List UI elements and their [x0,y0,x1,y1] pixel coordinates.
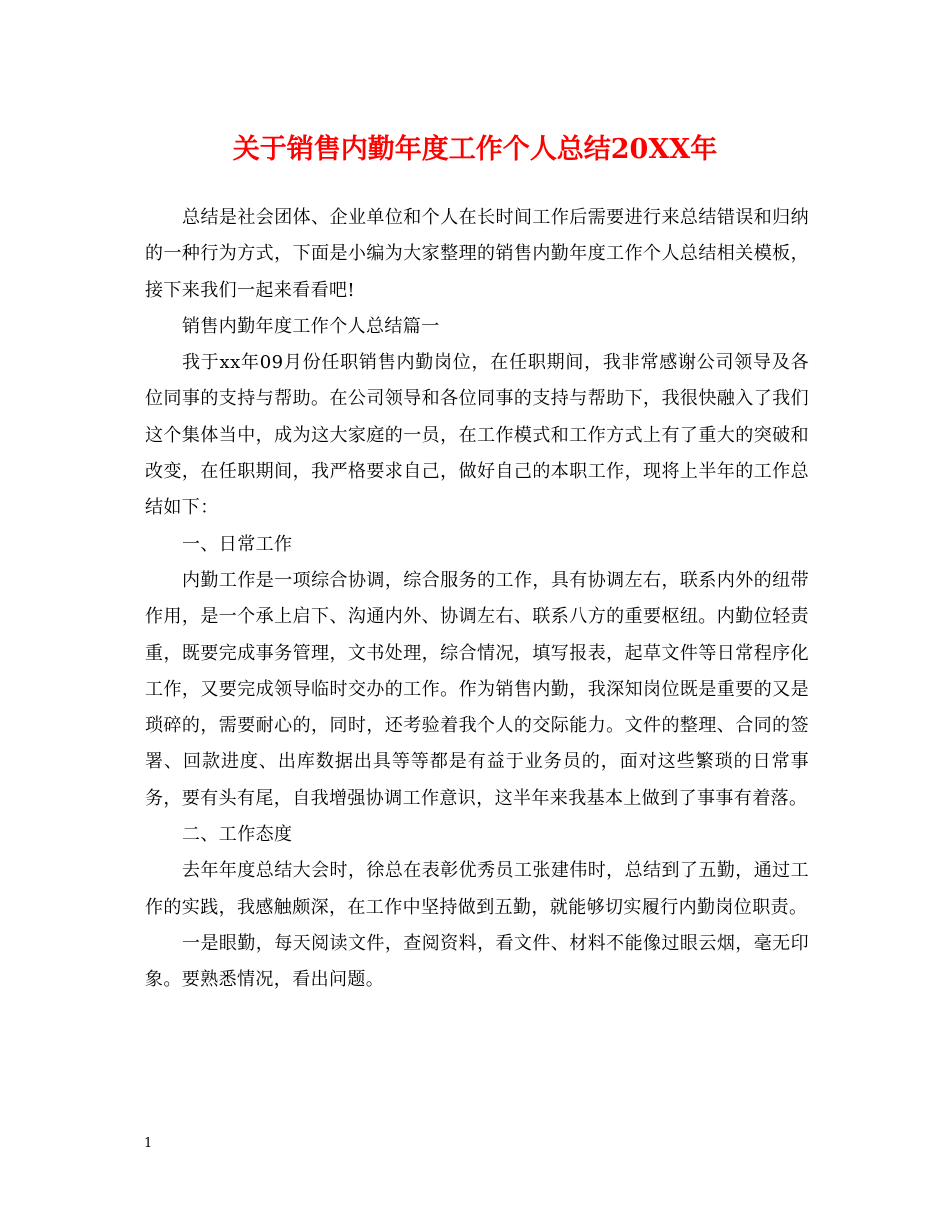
body-paragraph: 我于xx年09月份任职销售内勤岗位，在任职期间，我非常感谢公司领导及各位同事的支持与帮助。在公司领导和各位同事的支持与帮助下，我很快融入了我们这个集体当中，成为这大家庭的一员，在工作模式和工作方式上有了重大的突破和改变，在任职期间，我严格要求自己，做好自己的本职工作，现将上半年的工作总结如下： [145,352,809,519]
section-heading: 一、日常工作 [182,533,293,555]
page-number: 1 [144,1136,153,1151]
document-body [145,200,809,999]
section-heading: 二、工作态度 [182,824,293,846]
body-paragraph: 去年年度总结大会时，徐总在表彰优秀员工张建伟时，总结到了五勤，通过工作的实践，我感触颇深，在工作中坚持做到五勤，就能够切实履行内勤岗位职责。 [145,860,809,918]
body-paragraph: 一是眼勤，每天阅读文件，查阅资料，看文件、材料不能像过眼云烟，毫无印象。要熟悉情况，看出问题。 [145,932,809,991]
document-title: 关于销售内勤年度工作个人总结20XX年 [232,134,718,165]
section-heading: 销售内勤年度工作个人总结篇一 [182,315,440,337]
body-paragraph: 内勤工作是一项综合协调，综合服务的工作，具有协调左右，联系内外的纽带作用，是一个承上启下、沟通内外、协调左右、联系八方的重要枢纽。内勤位轻责重，既要完成事务管理，文书处理，综合情况，填写报表，起草文件等日常程序化工作，又要完成领导临时交办的工作。作为销售内勤，我深知岗位既是重要的又是琐碎的，需要耐心的，同时，还考验着我个人的交际能力。文件的整理、合同的签署、回款进度、出库数据出具等等都是有益于业务员的，面对这些繁琐的日常事务，要有头有尾，自我增强协调工作意识，这半年来我基本上做到了事事有着落。 [145,569,809,809]
intro-paragraph: 总结是社会团体、企业单位和个人在长时间工作后需要进行来总结错误和归纳的一种行为方式，下面是小编为大家整理的销售内勤年度工作个人总结相关模板，接下来我们一起来看看吧! [145,207,809,301]
